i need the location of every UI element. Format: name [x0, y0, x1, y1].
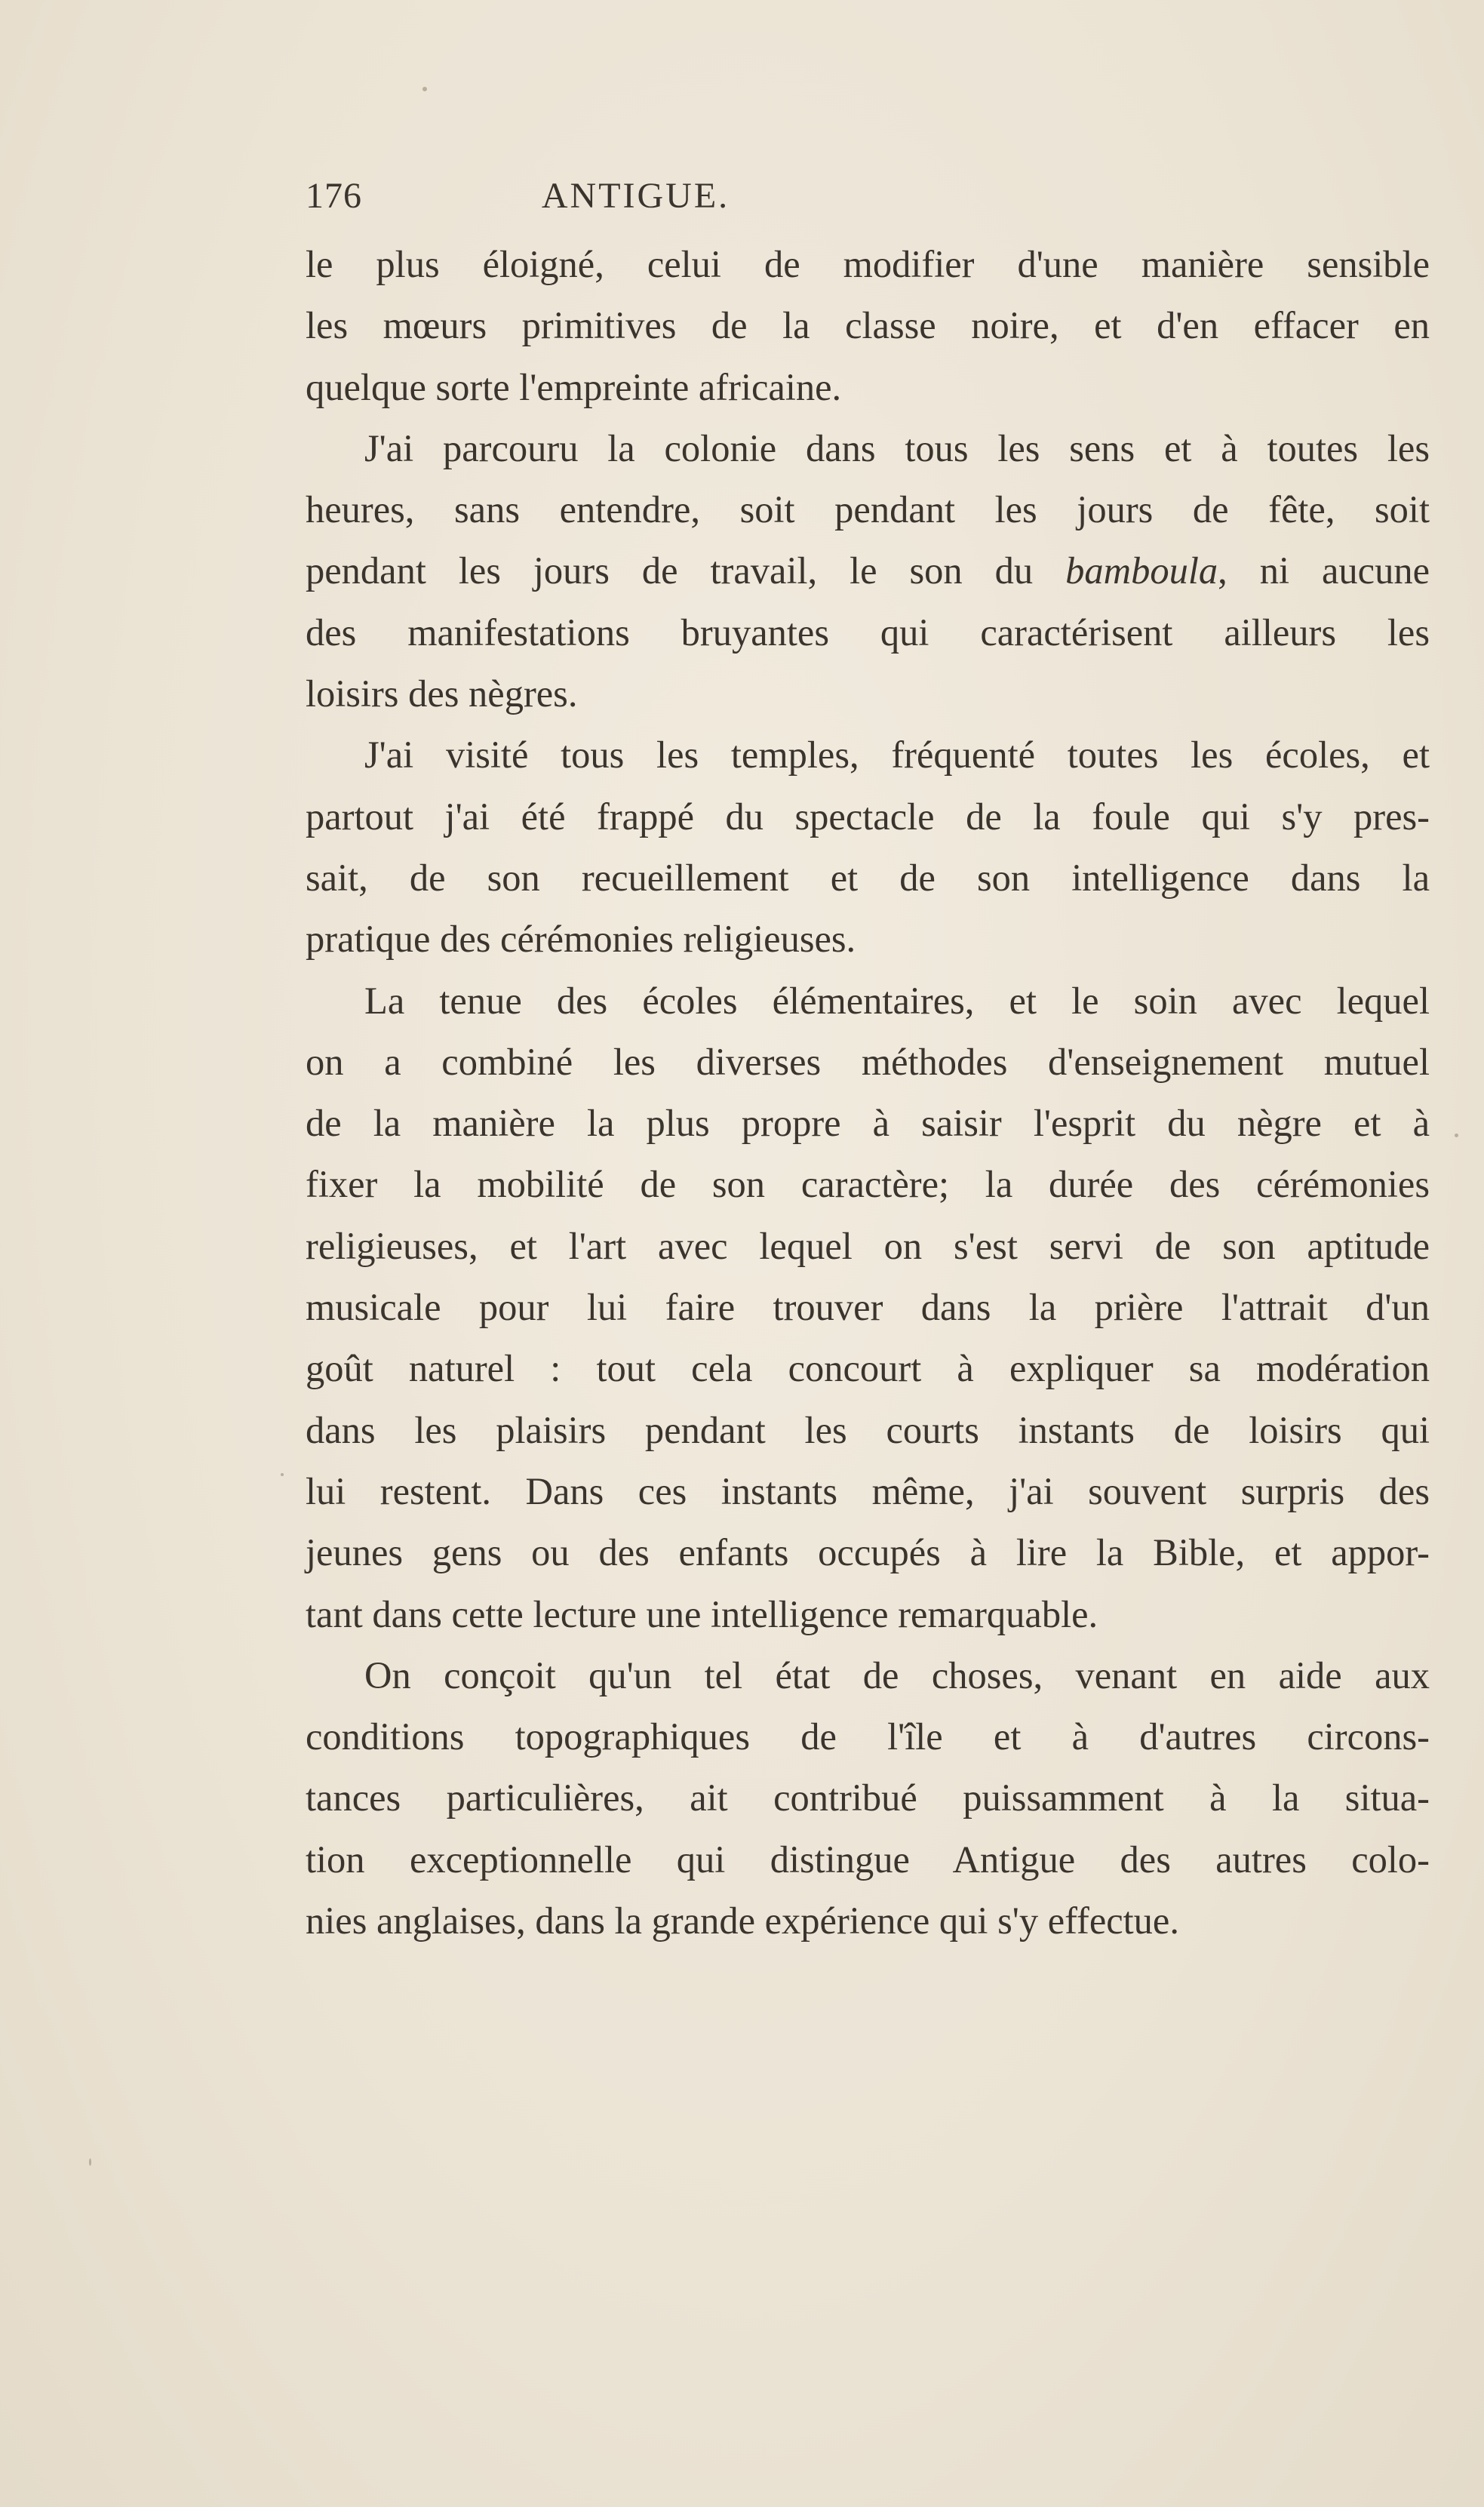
text-line: jeunes gens ou des enfants occupés à lire la Bible, et appor- — [306, 1531, 1430, 1574]
text-line: fixer la mobilité de son caractère; la durée des cérémonies — [306, 1163, 1430, 1206]
text-line: musicale pour lui faire trouver dans la prière l'attrait d'un — [306, 1286, 1430, 1329]
body-text — [306, 234, 1430, 1952]
text-line: partout j'ai été frappé du spectacle de la foule qui s'y pres- — [306, 795, 1430, 838]
text-line: conditions topographiques de l'île et à d'autres circons- — [306, 1715, 1430, 1758]
paper-speck — [281, 1473, 284, 1476]
text-line: quelque sorte l'empreinte africaine. — [306, 365, 842, 408]
text-line: sait, de son recueillement et de son intelligence dans la — [306, 856, 1430, 899]
text-line: les mœurs primitives de la classe noire, et d'en effacer en — [306, 304, 1430, 347]
italic-term: bamboula — [1065, 549, 1218, 592]
text-line: tant dans cette lecture une intelligence remarquable. — [306, 1592, 1098, 1635]
text-line: tion exceptionnelle qui distingue Antigue des autres colo- — [306, 1838, 1430, 1881]
text-line: lui restent. Dans ces instants même, j'ai souvent surpris des — [306, 1469, 1430, 1512]
paper-speck — [1455, 1134, 1458, 1137]
text-line: goût naturel : tout cela concourt à expliquer sa modération — [306, 1347, 1430, 1390]
page-number: 176 — [306, 176, 362, 216]
text-line: des manifestations bruyantes qui caractérisent ailleurs les — [306, 611, 1430, 654]
text-line: nies anglaises, dans la grande expérience qui s'y effectue. — [306, 1899, 1179, 1943]
paper-speck — [89, 2158, 91, 2166]
text-line: loisirs des nègres. — [306, 672, 578, 715]
text-line: de la manière la plus propre à saisir l'esprit du nègre et à — [306, 1102, 1430, 1145]
text-line: pendant les jours de travail, le son du bamboula, ni aucune — [306, 549, 1430, 592]
page-header — [306, 175, 966, 228]
text-line: La tenue des écoles élémentaires, et le soin avec lequel — [364, 979, 1430, 1022]
text-line: tances particulières, ait contribué puissamment à la situa- — [306, 1776, 1430, 1819]
text-line: J'ai parcouru la colonie dans tous les sens et à toutes les — [364, 426, 1430, 469]
text-line: On conçoit qu'un tel état de choses, venant en aide aux — [364, 1653, 1430, 1696]
text-line: pratique des cérémonies religieuses. — [306, 918, 856, 961]
text-line: J'ai visité tous les temples, fréquenté toutes les écoles, et — [364, 734, 1430, 777]
text-line: on a combiné les diverses méthodes d'enseignement mutuel — [306, 1040, 1430, 1083]
paper-speck — [422, 87, 427, 91]
text-line: dans les plaisirs pendant les courts instants de loisirs qui — [306, 1408, 1430, 1451]
text-line: religieuses, et l'art avec lequel on s'est servi de son aptitude — [306, 1224, 1430, 1267]
text-line: le plus éloigné, celui de modifier d'une manière sensible — [306, 243, 1430, 285]
running-title: ANTIGUE. — [541, 176, 730, 216]
text-line: heures, sans entendre, soit pendant les jours de fête, soit — [306, 488, 1430, 531]
